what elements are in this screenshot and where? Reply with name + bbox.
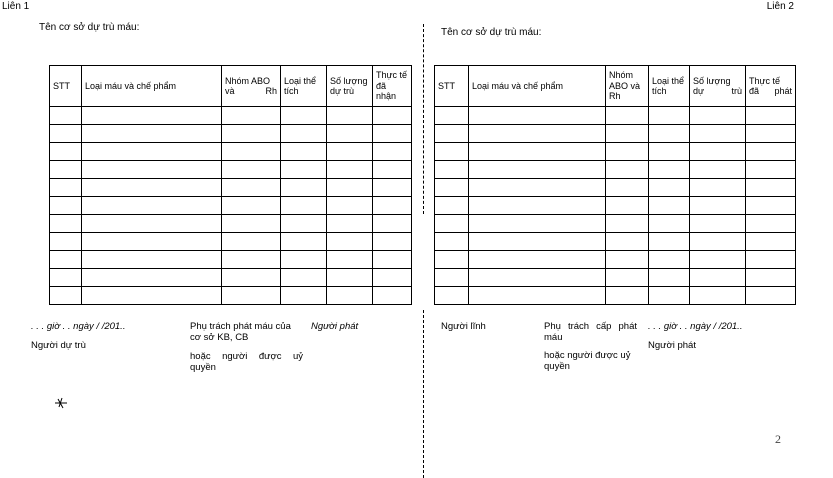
table-cell (82, 107, 222, 125)
issuer-label-left: Người phát (311, 321, 359, 332)
table-cell (281, 197, 327, 215)
table-row (435, 269, 796, 287)
table-cell (690, 287, 746, 305)
table-cell (373, 125, 412, 143)
table-cell (50, 287, 82, 305)
table-cell (435, 107, 469, 125)
table-cell (690, 125, 746, 143)
delegate-label-left: hoặc người được uỷ quyền (190, 351, 303, 374)
table-cell (690, 143, 746, 161)
table-cell (82, 125, 222, 143)
cut-line-top (423, 24, 424, 214)
table-cell (435, 161, 469, 179)
table-cell (435, 215, 469, 233)
table-cell (50, 179, 82, 197)
table-cell (435, 251, 469, 269)
table-cell (50, 197, 82, 215)
table-cell (222, 251, 281, 269)
table-cell (373, 179, 412, 197)
table-cell (649, 161, 690, 179)
table-cell (281, 233, 327, 251)
table-cell (469, 215, 606, 233)
table-row (50, 161, 412, 179)
table-cell (327, 215, 373, 233)
table-cell (435, 269, 469, 287)
table-cell (327, 161, 373, 179)
table-cell (222, 215, 281, 233)
datetime-left: . . . giờ . . ngày / /201.. (31, 321, 126, 332)
table-cell (327, 197, 373, 215)
table-row (50, 143, 412, 161)
header-volume: Loại thể tích (649, 66, 690, 107)
table-cell (50, 107, 82, 125)
copy-label-right: Liên 2 (766, 1, 794, 12)
header-stt: STT (50, 66, 82, 107)
table-cell (373, 197, 412, 215)
table-cell (281, 107, 327, 125)
table-cell (222, 161, 281, 179)
header-issued: Thực tế đã phát (746, 66, 796, 107)
table-cell (435, 197, 469, 215)
table-cell (606, 233, 649, 251)
table-cell (373, 233, 412, 251)
supervisor-label-left: Phụ trách phát máu của cơ sở KB, CB (190, 321, 291, 344)
table-cell (469, 107, 606, 125)
header-stt: STT (435, 66, 469, 107)
table-cell (469, 287, 606, 305)
table-cell (469, 179, 606, 197)
table-cell (82, 233, 222, 251)
table-cell (373, 287, 412, 305)
table-cell (690, 269, 746, 287)
table-cell (82, 197, 222, 215)
table-row (50, 179, 412, 197)
table-cell (281, 179, 327, 197)
table-cell (606, 161, 649, 179)
table-cell (50, 233, 82, 251)
table-cell (222, 107, 281, 125)
table-cell (50, 161, 82, 179)
header-received: Thực tế đã nhận (373, 66, 412, 107)
table-cell (281, 215, 327, 233)
table-cell (469, 233, 606, 251)
blood-request-table-left (49, 65, 412, 305)
table-cell (435, 179, 469, 197)
table-cell (327, 233, 373, 251)
table-cell (82, 161, 222, 179)
table-cell (222, 197, 281, 215)
table-cell (649, 107, 690, 125)
table-cell (469, 161, 606, 179)
table-cell (469, 143, 606, 161)
blood-request-table-right (434, 65, 796, 305)
table-cell (222, 143, 281, 161)
table-cell (222, 179, 281, 197)
table-cell (435, 125, 469, 143)
table-cell (690, 179, 746, 197)
header-blood-type: Loại máu và chế phẩm (82, 66, 222, 107)
table-row (435, 197, 796, 215)
table-cell (373, 215, 412, 233)
table-cell (649, 143, 690, 161)
table-row (50, 107, 412, 125)
table-cell (469, 269, 606, 287)
supervisor-label-right: Phụ trách cấp phát máu (544, 321, 637, 344)
table-cell (746, 179, 796, 197)
table-cell (435, 287, 469, 305)
table-row (435, 107, 796, 125)
table-cell (606, 197, 649, 215)
table-cell (606, 125, 649, 143)
table-cell (690, 197, 746, 215)
table-cell (82, 287, 222, 305)
table-cell (327, 287, 373, 305)
table-row (435, 215, 796, 233)
table-cell (649, 197, 690, 215)
table-cell (606, 287, 649, 305)
page-number: 2 (775, 432, 781, 446)
table-cell (222, 269, 281, 287)
table-body (50, 107, 412, 305)
table-cell (435, 233, 469, 251)
copy-label-left: Liên 1 (2, 1, 30, 12)
table-cell (690, 107, 746, 125)
table-cell (606, 251, 649, 269)
table-cell (82, 215, 222, 233)
table-row (435, 287, 796, 305)
table-cell (222, 287, 281, 305)
table-cell (606, 215, 649, 233)
table-cell (606, 143, 649, 161)
table-cell (746, 269, 796, 287)
table-cell (222, 233, 281, 251)
table-cell (746, 143, 796, 161)
table-cell (50, 215, 82, 233)
table-cell (373, 251, 412, 269)
table-cell (469, 197, 606, 215)
table-body (435, 107, 796, 305)
table-cell (690, 215, 746, 233)
table-row (50, 215, 412, 233)
receiver-label: Người lĩnh (441, 321, 486, 332)
table-cell (746, 197, 796, 215)
table-cell (649, 233, 690, 251)
facility-label-right: Tên cơ sở dự trù máu: (441, 27, 542, 38)
issuer-label-right: Người phát (648, 340, 696, 351)
table-cell (327, 179, 373, 197)
table-row (50, 251, 412, 269)
table-row (50, 197, 412, 215)
table-cell (649, 269, 690, 287)
table-cell (50, 251, 82, 269)
header-requested-qty: Số lượng dự trù (690, 66, 746, 107)
table-cell (50, 143, 82, 161)
table-cell (281, 269, 327, 287)
table-row (50, 287, 412, 305)
header-requested-qty: Số lượng dự trù (327, 66, 373, 107)
table-cell (746, 233, 796, 251)
table-row (435, 179, 796, 197)
table-cell (649, 179, 690, 197)
table-cell (327, 269, 373, 287)
table-cell (746, 107, 796, 125)
table-cell (606, 107, 649, 125)
table-cell (82, 251, 222, 269)
table-cell (746, 215, 796, 233)
table-cell (82, 179, 222, 197)
table-cell (327, 107, 373, 125)
table-row (435, 251, 796, 269)
header-blood-type: Loại máu và chế phẩm (469, 66, 606, 107)
table-row (50, 233, 412, 251)
table-header-row (50, 66, 412, 107)
header-abo-rh: Nhóm ABO và Rh (606, 66, 649, 107)
delegate-label-right: hoặc người được uỷ quyền (544, 350, 631, 373)
table-cell (281, 125, 327, 143)
table-cell (746, 251, 796, 269)
table-cell (435, 143, 469, 161)
table-cell (281, 143, 327, 161)
table-row (435, 233, 796, 251)
table-row (50, 269, 412, 287)
table-header-row (435, 66, 796, 107)
table-cell (606, 179, 649, 197)
facility-label-left: Tên cơ sở dự trù máu: (39, 22, 140, 33)
requester-label: Người dự trù (31, 340, 86, 351)
cut-line-bottom (423, 310, 424, 478)
pen-mark-icon (54, 397, 68, 409)
table-cell (222, 125, 281, 143)
table-cell (281, 161, 327, 179)
table-cell (82, 143, 222, 161)
table-cell (373, 107, 412, 125)
header-volume: Loại thể tích (281, 66, 327, 107)
table-row (50, 125, 412, 143)
table-cell (373, 269, 412, 287)
table-cell (690, 161, 746, 179)
table-cell (606, 269, 649, 287)
table-cell (281, 251, 327, 269)
table-cell (690, 251, 746, 269)
table-row (435, 143, 796, 161)
table-row (435, 125, 796, 143)
table-cell (746, 287, 796, 305)
table-cell (373, 143, 412, 161)
table-cell (469, 251, 606, 269)
table-cell (649, 251, 690, 269)
header-abo-rh: Nhóm ABO và Rh (222, 66, 281, 107)
table-cell (327, 125, 373, 143)
table-cell (327, 143, 373, 161)
table-cell (649, 215, 690, 233)
table-row (435, 161, 796, 179)
table-cell (281, 287, 327, 305)
table-cell (649, 125, 690, 143)
table-cell (690, 233, 746, 251)
table-cell (373, 161, 412, 179)
datetime-right: . . . giờ . . ngày / /201.. (648, 321, 743, 332)
table-cell (50, 269, 82, 287)
table-cell (469, 125, 606, 143)
table-cell (50, 125, 82, 143)
table-cell (746, 161, 796, 179)
table-cell (746, 125, 796, 143)
table-cell (327, 251, 373, 269)
table-cell (649, 287, 690, 305)
table-cell (82, 269, 222, 287)
